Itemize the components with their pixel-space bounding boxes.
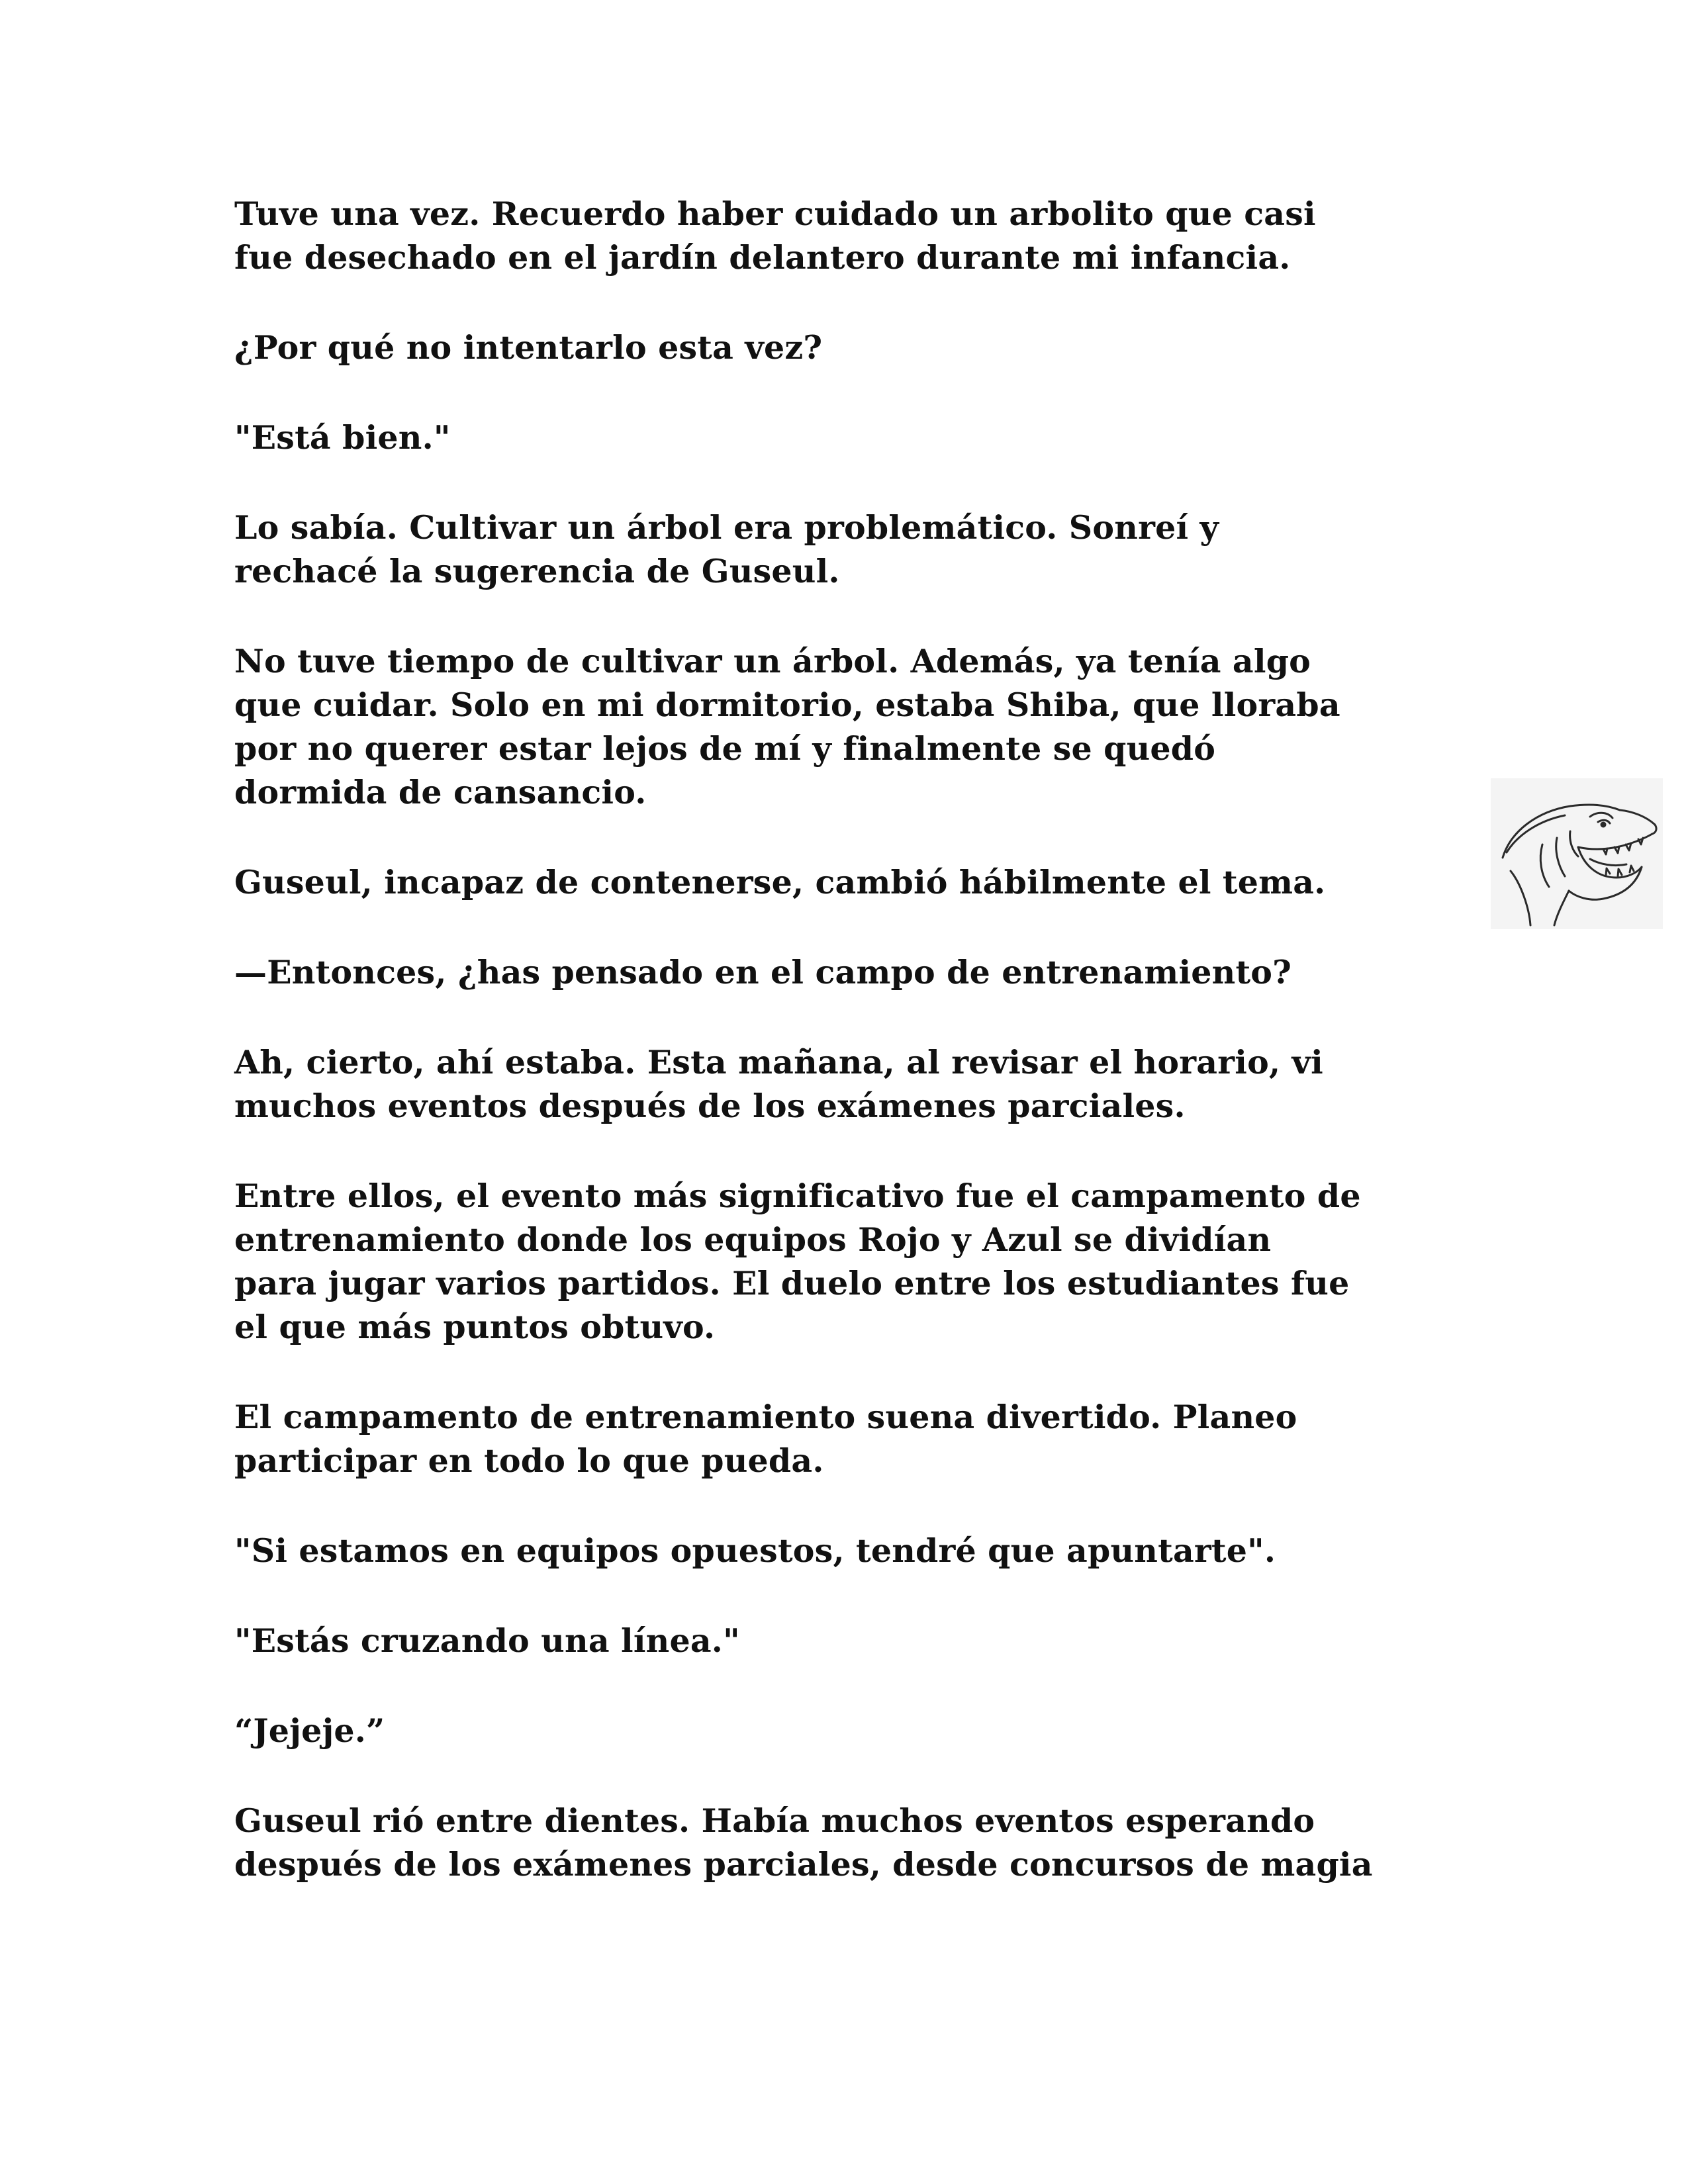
text-line: después de los exámenes parciales, desde concursos de magia [234,1845,1373,1884]
text-line: que cuidar. Solo en mi dormitorio, estaba Shiba, que lloraba [234,686,1340,724]
paragraph-3 [234,416,1466,459]
paragraph-13 [234,1709,1466,1752]
text-line: participar en todo lo que pueda. [234,1441,824,1480]
text-line: ¿Por qué no intentarlo esta vez? [234,328,823,367]
text-line: Guseul rió entre dientes. Había muchos eventos esperando [234,1801,1315,1840]
body-text [234,192,1466,1933]
text-line: por no querer estar lejos de mí y finalmente se quedó [234,729,1216,768]
text-line: dormida de cansancio. [234,773,647,811]
paragraph-7 [234,950,1466,994]
paragraph-4 [234,506,1466,593]
paragraph-1 [234,192,1466,279]
text-line: Ah, cierto, ahí estaba. Esta mañana, al revisar el horario, vi [234,1043,1323,1081]
text-line: —Entonces, ¿has pensado en el campo de entrenamiento? [234,953,1292,991]
text-line: entrenamiento donde los equipos Rojo y Azul se dividían [234,1220,1272,1259]
paragraph-10 [234,1395,1466,1482]
paragraph-6 [234,860,1466,904]
dinosaur-head-icon [1491,778,1663,929]
text-line: “Jejeje.” [234,1711,385,1750]
paragraph-12 [234,1619,1466,1662]
text-line: "Estás cruzando una línea." [234,1621,740,1660]
text-line: rechacé la sugerencia de Guseul. [234,552,840,590]
text-line: Tuve una vez. Recuerdo haber cuidado un arbolito que casi [234,195,1316,233]
text-line: fue desechado en el jardín delantero durante mi infancia. [234,238,1291,277]
text-line: el que más puntos obtuvo. [234,1308,716,1346]
paragraph-9 [234,1174,1466,1349]
paragraph-2 [234,326,1466,369]
text-line: para jugar varios partidos. El duelo entre los estudiantes fue [234,1264,1350,1302]
text-line: "Si estamos en equipos opuestos, tendré que apuntarte". [234,1531,1276,1570]
text-line: Entre ellos, el evento más significativo fue el campamento de [234,1177,1361,1215]
text-line: muchos eventos después de los exámenes parciales. [234,1087,1186,1125]
text-line: Guseul, incapaz de contenerse, cambió hábilmente el tema. [234,863,1326,901]
text-line: No tuve tiempo de cultivar un árbol. Además, ya tenía algo [234,642,1311,680]
text-line: El campamento de entrenamiento suena divertido. Planeo [234,1398,1297,1436]
paragraph-14 [234,1799,1466,1886]
text-line: "Está bien." [234,418,451,457]
paragraph-11 [234,1529,1466,1572]
text-line: Lo sabía. Cultivar un árbol era problemático. Sonreí y [234,508,1219,547]
paragraph-5 [234,639,1466,814]
paragraph-8 [234,1040,1466,1128]
